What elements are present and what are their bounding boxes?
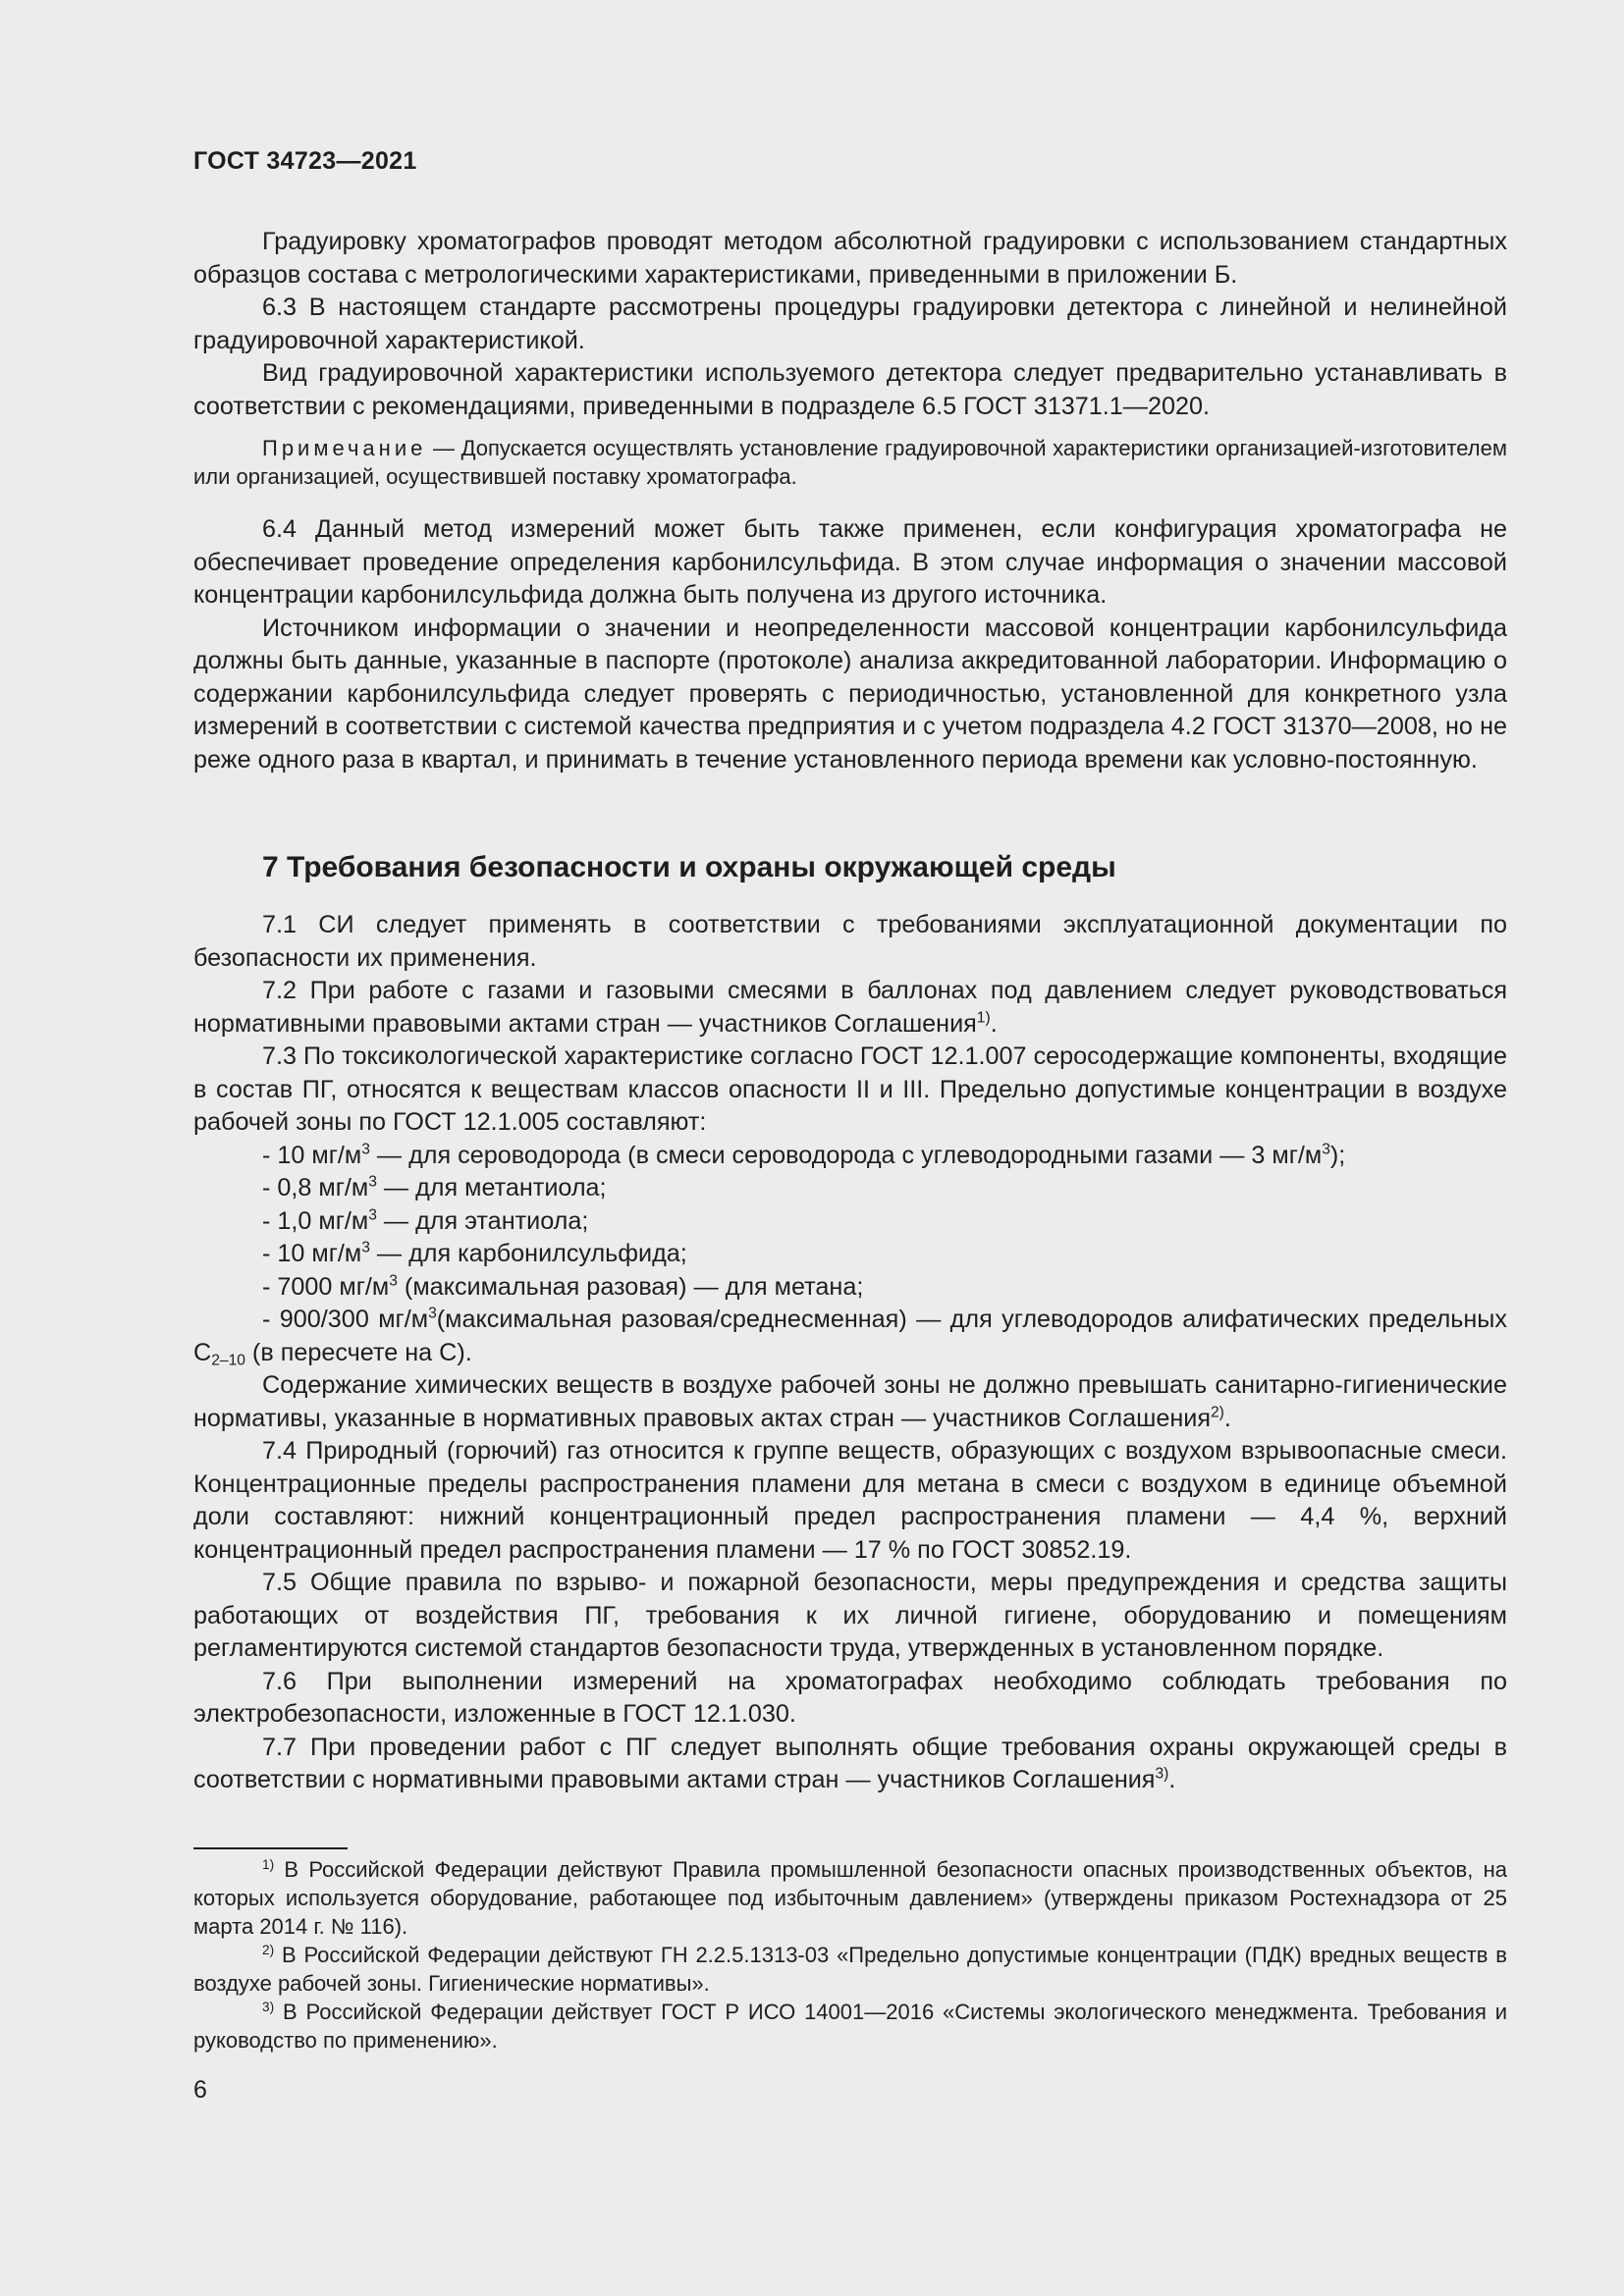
list-item: - 10 $мг/м^3$ — для карбонилсульфида;: [262, 1239, 687, 1267]
paragraph-6-3: 6.3 В настоящем стандарте рассмотрены процедуры градуировки детектора с линейной и нелинейной градуировочной характеристикой.: [193, 294, 1507, 354]
page-number: 6: [193, 2076, 207, 2104]
paragraph-6-4: 6.4 Данный метод измерений может быть также применен, если конфигурация хроматографа не обеспечивает проведение определения карбонилсульфида. В этом случае информация о значении массовой концентрации карбонилсульфида должна быть получена из другого источника.: [193, 515, 1507, 609]
footnote-1: $^{1)}$ В Российской Федерации действуют Правила промышленной безопасности опасных производственных объектов, на которых используется оборудование, работающее под избыточным давлением» (утверждены приказом Ростехнадзора от 25 марта 2014 г. № 116).: [193, 1856, 1507, 1939]
paragraph-content: Содержание химических веществ в воздухе рабочей зоны не должно превышать санитарно-гигиенические нормативы, указанные в нормативных правовых актах стран — участников Соглашения$^{2)}$.: [193, 1371, 1507, 1432]
footnote-ref[interactable]: 3): [1155, 1765, 1169, 1783]
list-item: - 900/300 $мг/м^3(максимальная$ разовая/среднесменная) — для углеводородов алифатических предельных $C_{2-10}$ (в пересчете на С).: [193, 1305, 1507, 1369]
paragraph-7-6: 7.6 При выполнении измерений на хроматографах необходимо соблюдать требования по электробезопасности, изложенные в ГОСТ 12.1.030.: [193, 1667, 1507, 1728]
paragraph: Вид градуировочной характеристики используемого детектора следует предварительно устанавливать в соответствии с рекомендациями, приведенными в подразделе 6.5 ГОСТ 31371.1—2020.: [193, 359, 1507, 420]
paragraph: Источником информации о значении и неопределенности массовой концентрации карбонилсульфида должны быть данные, указанные в паспорте (протоколе) анализа аккредитованной лаборатории. Информацию о содержании карбонилсульфида следует проверять с периодичностью, установленной для конкретного узла измерений в соответствии с системой качества предприятия и с учетом подраздела 4.2 ГОСТ 31370—2008, но не реже одного раза в квартал, и принимать в течение установленного периода времени как условно-постоянную.: [193, 614, 1507, 774]
note-paragraph: [193, 434, 1507, 491]
list-item: - 1,0 $мг/м^3$ — для этантиола;: [262, 1206, 589, 1235]
note-block: [193, 434, 1507, 491]
paragraph-7-7: 7.7 При проведении работ с ПГ следует выполнять общие требования охраны окружающей среды в соответствии с нормативными правовыми актами стран — участников Соглашения$^{3)}$.: [193, 1733, 1507, 1793]
paragraph: Градуировку хроматографов проводят методом абсолютной градуировки с использованием стандартных образцов состава с метрологическими характеристиками, приведенными в приложении Б.: [193, 228, 1507, 289]
paragraph-7-1: 7.1 СИ следует применять в соответствии с требованиями эксплуатационной документации по безопасности их применения.: [193, 911, 1507, 972]
paragraph-7-4: 7.4 Природный (горючий) газ относится к группе веществ, образующих с воздухом взрывоопасные смеси. Концентрационные пределы распространения пламени для метана в смеси с воздухом в единице объемной доли составляют: нижний концентрационный предел распространения пламени — 4,4 %, верхний концентрационный предел распространения пламени — 17 % по ГОСТ 30852.19.: [193, 1437, 1507, 1564]
note-label: Примечание: [262, 436, 427, 460]
section-title: 7 Требования безопасности и охраны окружающей среды: [262, 851, 1116, 883]
list-item: - 7000 $мг/м^3$ (максимальная разовая) — для метана;: [262, 1272, 864, 1301]
paragraph-7-3: 7.3 По токсикологической характеристике согласно ГОСТ 12.1.007 серосодержащие компоненты, входящие в состав ПГ, относятся к веществам классов опасности II и III. Предельно допустимые концентрации в воздухе рабочей зоны по ГОСТ 12.1.005 составляют:: [193, 1042, 1507, 1136]
footnotes: [193, 1855, 1507, 2055]
paragraph-7-5: 7.5 Общие правила по взрыво- и пожарной безопасности, меры предупреждения и средства защиты работающих от воздействия ПГ, требования к их личной гигиене, оборудованию и помещениям регламентируются системой стандартов безопасности труда, утвержденных в установленном порядке.: [193, 1569, 1507, 1662]
footnote-3: $^{3)}$ В Российской Федерации действует ГОСТ Р ИСО 14001—2016 «Системы экологического менеджмента. Требования и руководство по применению».: [193, 1999, 1507, 2053]
document-header: ГОСТ 34723—2021: [193, 147, 417, 175]
footnote-2: $^{2)}$ В Российской Федерации действуют ГН 2.2.5.1313-03 «Предельно допустимые концентрации (ПДК) вредных веществ в воздухе рабочей зоны. Гигиенические нормативы».: [193, 1942, 1507, 1996]
section-7-body: [193, 909, 1507, 1797]
block-calibration: [193, 226, 1507, 423]
section-7-heading-wrap: [193, 848, 1507, 887]
list-item: - 0,8 $мг/м^3$ — для метантиола;: [262, 1173, 607, 1201]
paragraph-7-2: 7.2 При работе с газами и газовыми смесями в баллонах под давлением следует руководствоваться нормативными правовыми актами стран — участников Соглашения$^{1)}$.: [193, 977, 1507, 1038]
note-text: — Допускается осуществлять установление градуировочной характеристики организацией-изготовителем или организацией, осуществившей поставку хроматографа.: [193, 436, 1507, 489]
footnote-ref[interactable]: 2): [1210, 1404, 1224, 1421]
block-6-4: [193, 513, 1507, 776]
list-item: - 10 $мг/м^3$ — для сероводорода (в смеси сероводорода с углеводородными газами — 3 $мг/м^3$);: [262, 1141, 1346, 1169]
footnote-ref[interactable]: 1): [976, 1009, 991, 1027]
footnote-divider: [193, 1847, 348, 1849]
